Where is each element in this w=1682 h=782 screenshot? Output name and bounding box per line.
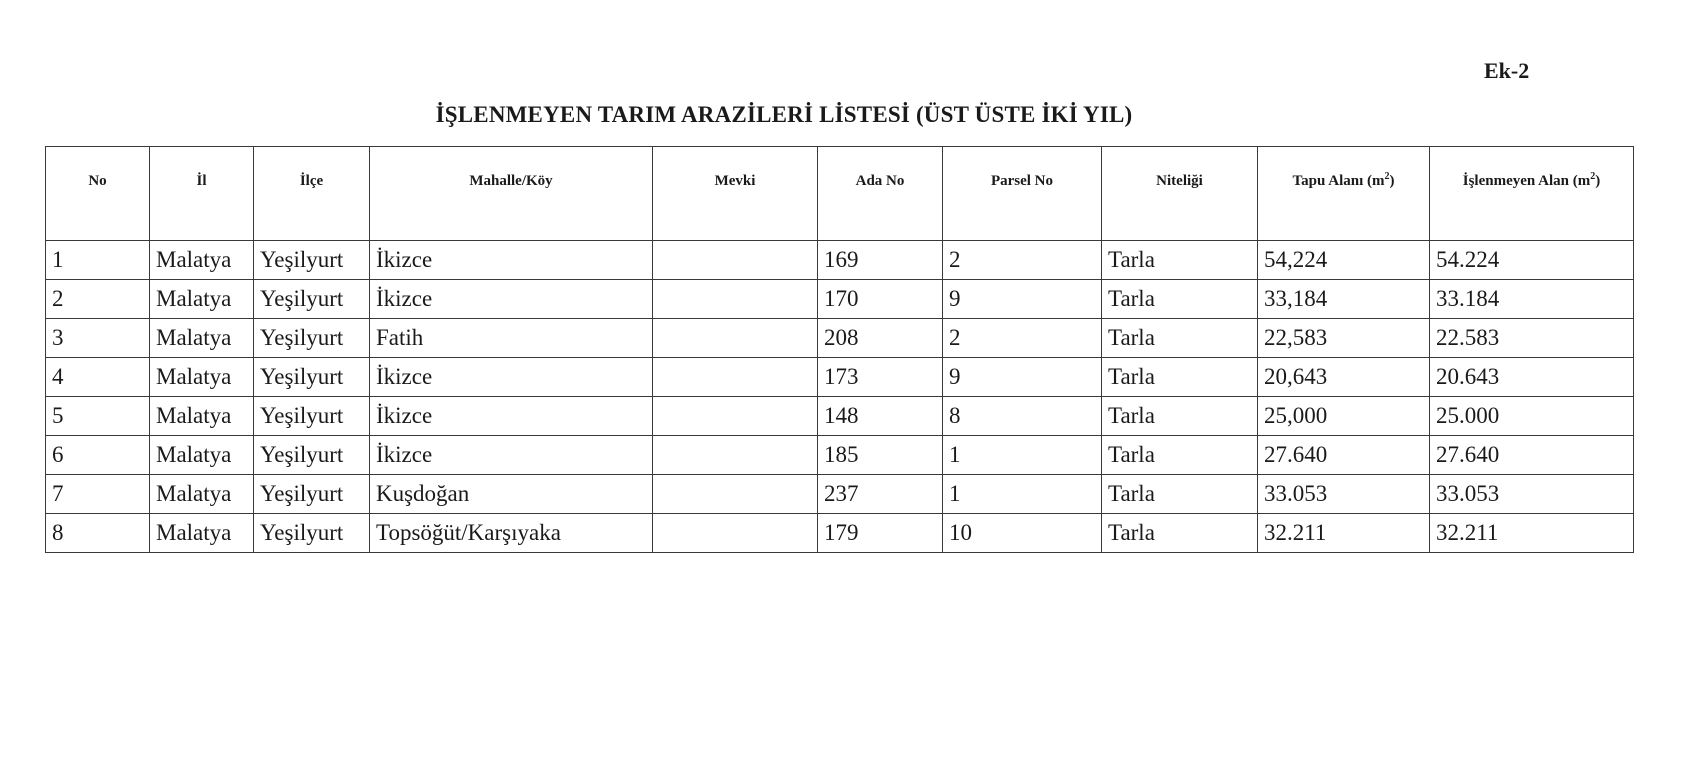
table-row [46,241,1634,280]
land-list-table [45,146,1634,553]
cell-parsel: 8 [943,397,1102,436]
annex-label: Ek-2 [1484,58,1530,83]
cell-ilce: Yeşilyurt [254,475,370,514]
cell-nitelik: Tarla [1102,397,1258,436]
cell-il: Malatya [150,241,254,280]
cell-ilce: Yeşilyurt [254,280,370,319]
cell-mahalle: Kuşdoğan [370,475,653,514]
cell-tapu-alani: 27.640 [1258,436,1430,475]
unit-exponent: 2 [1384,171,1390,182]
cell-ada: 169 [818,241,943,280]
cell-ilce: Yeşilyurt [254,514,370,553]
cell-nitelik: Tarla [1102,358,1258,397]
table-row [46,514,1634,553]
header-row [46,147,1634,241]
cell-il: Malatya [150,397,254,436]
header-ilce: İlçe [254,147,370,241]
header-no: No [46,147,150,241]
cell-tapu-alani: 33.053 [1258,475,1430,514]
table-row [46,397,1634,436]
cell-mevki [653,241,818,280]
cell-parsel: 9 [943,358,1102,397]
cell-no: 6 [46,436,150,475]
header-parsel: Parsel No [943,147,1102,241]
cell-ilce: Yeşilyurt [254,436,370,475]
cell-il: Malatya [150,475,254,514]
unit-close: ) [1389,173,1395,189]
header-tapu-alani-label: Tapu Alanı (m [1292,173,1385,189]
table-row [46,358,1634,397]
header-islenmeyen-alan-label: İşlenmeyen Alan (m [1462,173,1591,189]
header-tapu-alani [1258,147,1430,241]
header-mahalle: Mahalle/Köy [370,147,653,241]
cell-parsel: 1 [943,475,1102,514]
cell-parsel: 9 [943,280,1102,319]
cell-ilce: Yeşilyurt [254,241,370,280]
header-islenmeyen-alan [1430,147,1634,241]
cell-no: 2 [46,280,150,319]
cell-islenmeyen-alan: 54.224 [1430,241,1634,280]
table-row [46,436,1634,475]
cell-parsel: 2 [943,241,1102,280]
cell-islenmeyen-alan: 32.211 [1430,514,1634,553]
cell-ada: 179 [818,514,943,553]
cell-ada: 173 [818,358,943,397]
cell-mevki [653,397,818,436]
cell-tapu-alani: 33,184 [1258,280,1430,319]
cell-parsel: 2 [943,319,1102,358]
cell-tapu-alani: 32.211 [1258,514,1430,553]
cell-mahalle: Topsöğüt/Karşıyaka [370,514,653,553]
table-row [46,319,1634,358]
cell-islenmeyen-alan: 20.643 [1430,358,1634,397]
cell-mevki [653,319,818,358]
cell-islenmeyen-alan: 22.583 [1430,319,1634,358]
cell-islenmeyen-alan: 25.000 [1430,397,1634,436]
document-title: İŞLENMEYEN TARIM ARAZİLERİ LİSTESİ (ÜST ÜSTE İKİ YIL) [435,102,1133,127]
header-ada: Ada No [818,147,943,241]
cell-islenmeyen-alan: 33.053 [1430,475,1634,514]
cell-islenmeyen-alan: 27.640 [1430,436,1634,475]
cell-mevki [653,475,818,514]
cell-nitelik: Tarla [1102,436,1258,475]
cell-tapu-alani: 54,224 [1258,241,1430,280]
cell-mahalle: İkizce [370,397,653,436]
cell-il: Malatya [150,280,254,319]
table-row [46,280,1634,319]
cell-mevki [653,280,818,319]
cell-nitelik: Tarla [1102,514,1258,553]
cell-il: Malatya [150,436,254,475]
cell-mevki [653,514,818,553]
cell-nitelik: Tarla [1102,319,1258,358]
header-il: İl [150,147,254,241]
cell-tapu-alani: 25,000 [1258,397,1430,436]
cell-no: 7 [46,475,150,514]
cell-mahalle: İkizce [370,280,653,319]
unit-exponent: 2 [1590,171,1596,182]
cell-nitelik: Tarla [1102,241,1258,280]
cell-nitelik: Tarla [1102,280,1258,319]
cell-ada: 185 [818,436,943,475]
header-nitelik: Niteliği [1102,147,1258,241]
cell-il: Malatya [150,358,254,397]
cell-no: 8 [46,514,150,553]
cell-mahalle: İkizce [370,436,653,475]
cell-mahalle: İkizce [370,358,653,397]
cell-mevki [653,436,818,475]
cell-mahalle: İkizce [370,241,653,280]
cell-ada: 170 [818,280,943,319]
cell-il: Malatya [150,514,254,553]
header-mevki: Mevki [653,147,818,241]
cell-mahalle: Fatih [370,319,653,358]
cell-no: 1 [46,241,150,280]
cell-ilce: Yeşilyurt [254,319,370,358]
cell-ada: 208 [818,319,943,358]
cell-nitelik: Tarla [1102,475,1258,514]
cell-ada: 237 [818,475,943,514]
table-row [46,475,1634,514]
cell-il: Malatya [150,319,254,358]
cell-parsel: 1 [943,436,1102,475]
unit-close: ) [1595,173,1601,189]
cell-parsel: 10 [943,514,1102,553]
cell-no: 4 [46,358,150,397]
cell-no: 5 [46,397,150,436]
cell-ilce: Yeşilyurt [254,397,370,436]
cell-mevki [653,358,818,397]
cell-tapu-alani: 20,643 [1258,358,1430,397]
cell-tapu-alani: 22,583 [1258,319,1430,358]
cell-islenmeyen-alan: 33.184 [1430,280,1634,319]
cell-ada: 148 [818,397,943,436]
cell-ilce: Yeşilyurt [254,358,370,397]
cell-no: 3 [46,319,150,358]
